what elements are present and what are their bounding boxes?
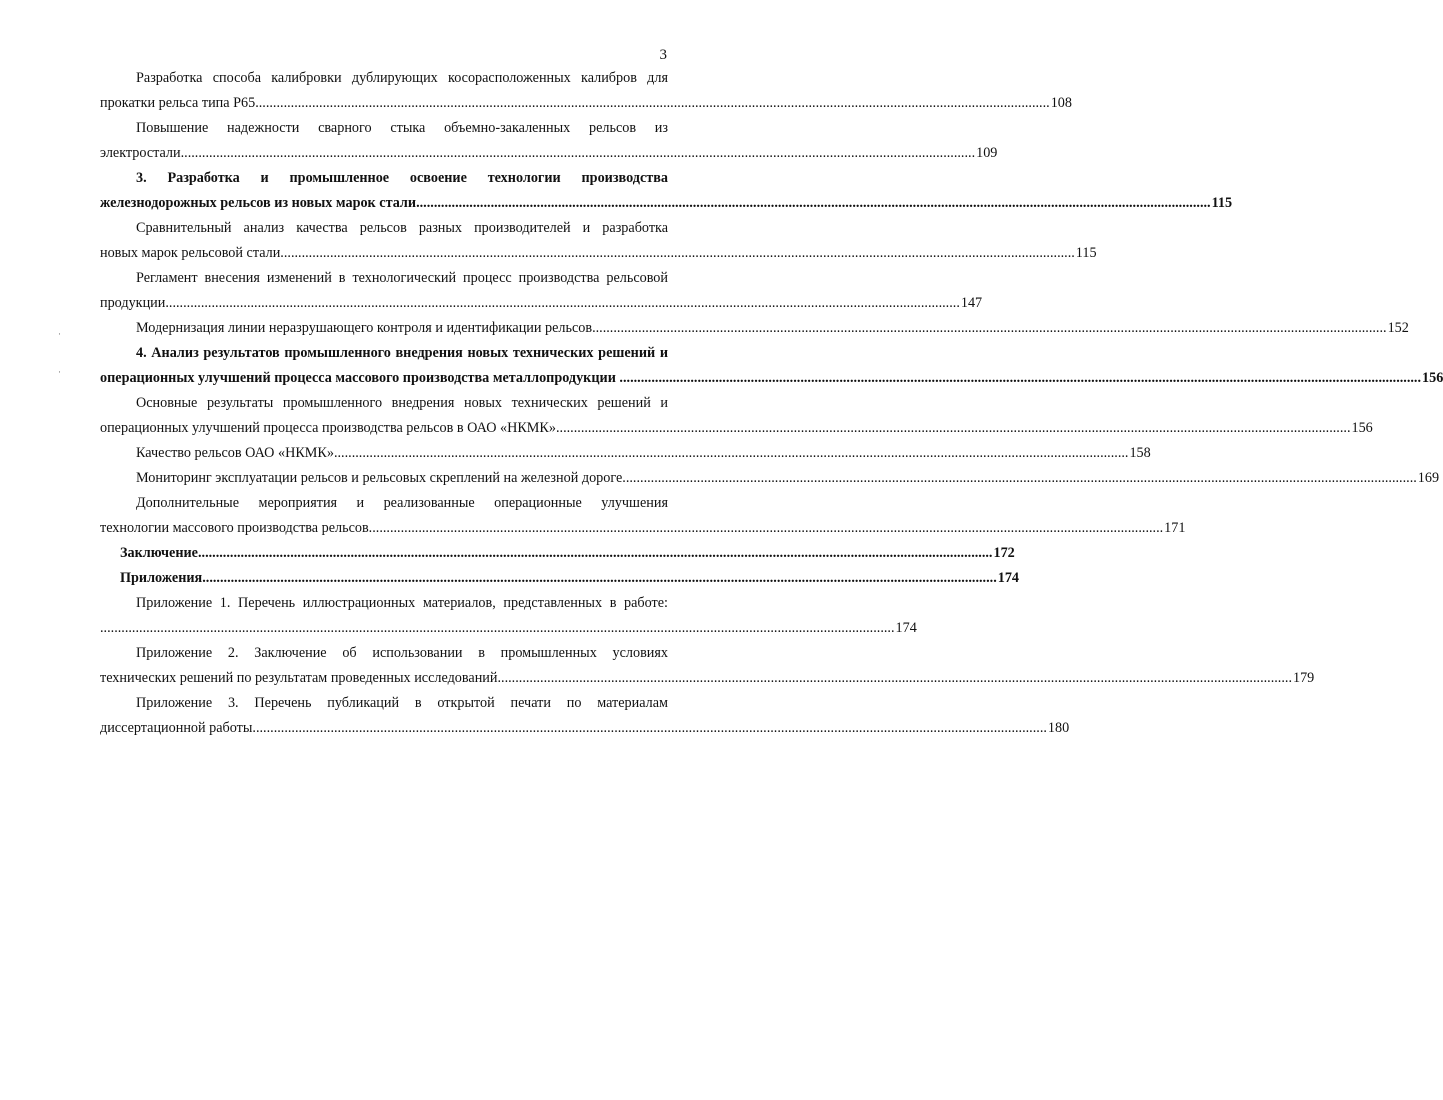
toc-entry-title-line: Регламент внесения изменений в технологический процесс производства рельсовой [136,270,668,286]
toc-entry-title: Качество рельсов ОАО «НКМК» [136,445,334,461]
toc-entry-title: новых марок рельсовой стали [100,245,281,261]
toc-entry[interactable] [100,341,1443,391]
toc-page-number: 156 [1422,370,1443,386]
toc-entry-title: технических решений по результатам проведенных исследований [100,670,498,686]
toc-entry-title-line: Приложение 3. Перечень публикаций в открытой печати по материалам [136,695,668,711]
toc-entry-title: операционных улучшений процесса массового производства металлопродукции .. [100,370,627,386]
toc-entry[interactable] [100,166,1233,216]
scan-mark: · [58,367,61,377]
toc-entry[interactable] [100,216,1097,266]
toc-entry[interactable] [100,591,917,641]
toc-page-number: 158 [1129,445,1151,461]
toc-page-number: 169 [1417,470,1440,486]
toc-page-number: 147 [960,295,983,311]
leader-dots [198,541,993,566]
toc-page-number: 152 [1387,320,1409,336]
toc-page-number: 156 [1351,420,1373,436]
toc-entry[interactable] [100,391,1373,441]
toc-page-number: 179 [1292,670,1315,686]
leader-dots [369,516,1164,541]
toc-entry-title: технологии массового производства рельсов [100,520,369,536]
toc-entry-title-line: Приложение 1. Перечень иллюстрационных материалов, представленных в работе: [136,595,668,611]
page-number: 3 [659,47,667,63]
scan-mark: · [58,329,61,339]
toc-entry[interactable] [100,566,1020,591]
toc-entry[interactable] [100,491,1186,541]
leader-dots [334,441,1129,466]
leader-dots [497,666,1292,691]
toc-entry-title: продукции [100,295,166,311]
toc-entry[interactable] [100,66,1072,116]
toc-entry-title: Модернизация линии неразрушающего контроля и идентификации рельсов [136,320,593,336]
toc-entry-title-line: Приложение 2. Заключение об использовании в промышленных условиях [136,645,668,661]
toc-entry-title-line: 4. Анализ результатов промышленного внедрения новых технических решений и [136,345,668,361]
toc-entry-title: железнодорожных рельсов из новых марок стали [100,195,417,211]
toc-page-number: 172 [993,545,1015,561]
toc-page-number: 115 [1211,195,1233,211]
leader-dots [280,241,1075,266]
toc-entry[interactable] [100,441,1151,466]
toc-entry[interactable] [100,116,998,166]
toc-entry-title: Приложения [120,570,203,586]
toc-entry[interactable] [100,466,1440,491]
leader-dots [416,191,1211,216]
toc-page-number: 115 [1075,245,1097,261]
toc-entry[interactable] [100,316,1409,341]
toc-entry-title: диссертационной работы [100,720,253,736]
toc-page-number: 109 [976,145,998,161]
toc-entry[interactable] [100,266,983,316]
toc-entry-title: операционных улучшений процесса производства рельсов в ОАО «НКМК» [100,420,556,436]
toc-entry-title: прокатки рельса типа Р65 [100,95,256,111]
leader-dots [252,716,1047,741]
toc-page-number: 174 [895,620,917,636]
leader-dots [100,616,895,641]
toc-page-number: 180 [1047,720,1070,736]
toc-entry-title-line: Основные результаты промышленного внедрения новых технических решений и [136,395,668,411]
toc-page-number: 174 [997,570,1020,586]
toc-entry-title: Мониторинг эксплуатации рельсов и рельсовых скреплений на железной дороге [136,470,623,486]
toc-entry-title-line: Дополнительные мероприятия и реализованные операционные улучшения [136,495,668,511]
toc-entry-title-line: Повышение надежности сварного стыка объемно-закаленных рельсов из [136,120,668,136]
toc-page-number: 108 [1050,95,1072,111]
toc-entry[interactable] [100,541,1015,566]
leader-dots [592,316,1387,341]
toc-entry-title: электростали [100,145,181,161]
toc-entry-title-line: Сравнительный анализ качества рельсов разных производителей и разработка [136,220,668,236]
toc-page-number: 171 [1164,520,1186,536]
toc-entry[interactable] [100,691,1070,741]
leader-dots [556,416,1351,441]
leader-dots [627,366,1422,391]
toc-entry[interactable] [100,641,1315,691]
toc-entry-title-line: Разработка способа калибровки дублирующих косорасположенных калибров для [136,70,668,86]
leader-dots [181,141,976,166]
leader-dots [202,566,997,591]
table-of-contents [100,66,1443,741]
toc-entry-title: Заключение [120,545,198,561]
leader-dots [255,91,1050,116]
leader-dots [622,466,1417,491]
leader-dots [165,291,960,316]
toc-entry-title-line: 3. Разработка и промышленное освоение технологии производства [136,170,668,186]
